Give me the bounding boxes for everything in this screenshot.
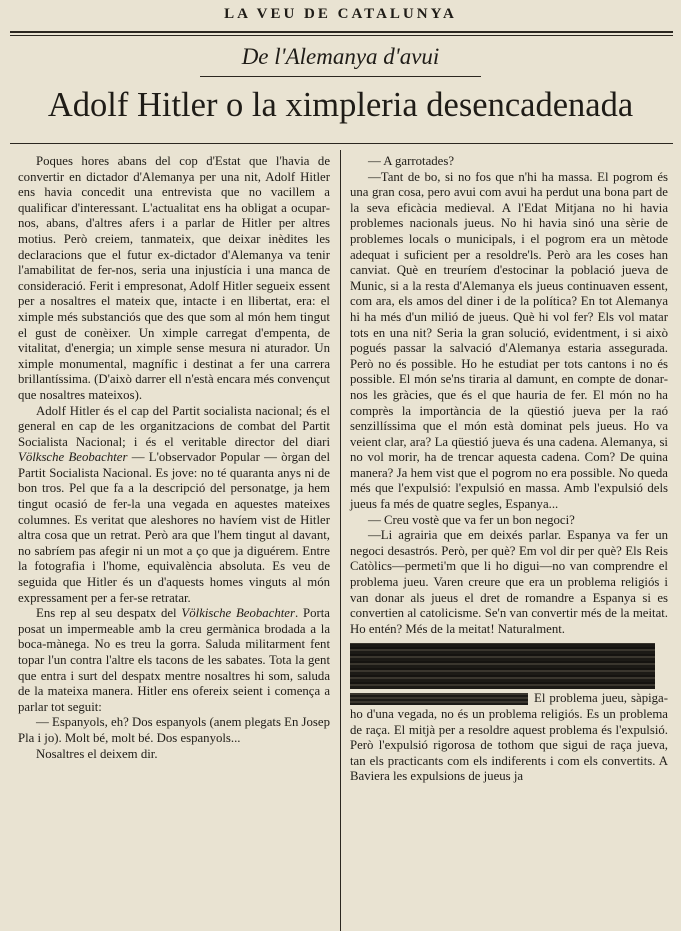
masthead-rule-thin	[10, 35, 673, 36]
paragraph: —Li agrairia que em deixés parlar. Espanya va fer un negoci desastrós. Però, per què? Em vol dir per què? Els Reis Catòlics—permeti'm que li ho digui—no van comprendre el problema jueu. Varen creure que era un problema religiós i van donar als jueus el dret de romandre a Espanya si es convertien al catolicisme. Se'n van convertir més de la meitat. Ho entén? Més de la meitat! Naturalment.	[350, 528, 668, 636]
article-headline: Adolf Hitler o la ximpleria desencadenada	[47, 86, 634, 124]
paragraph: — Espanyols, eh? Dos espanyols (anem plegats En Josep Pla i jo). Molt bé, molt bé. Dos espanyols...	[18, 715, 330, 745]
paragraph: Nosaltres el deixem dir.	[36, 746, 158, 761]
paragraph: —Tant de bo, si no fos que n'hi ha massa. El pogrom és una gran cosa, pero avui com avui ha perdut una bona part de la seva eficàcia medieval. A l'Edat Mitjana no hi havia problemes nacionals jueus. No hi havia sinó una sèrie de problemes locals o municipals, i el pogrom era un mètode adequat i suficient per a resoldre'ls. Però ara les coses han canviat. Què en treuríem d'estocinar la població jueva de Munic, si a la resta d'Alemanya els jueus continuaven essent, com ara, els amos del diner i de la política? En tot Alemanya hi ha més d'un milió de jueus. Què hi vol fer? Els vol matar tots en una nit? Seria la gran solució, evidentment, i si això pogués passar la salvació d'Alemanya estaria assegurada. Però no és possible. Ho he estudiat per tots cantons i no és possible. El món se'ns tiraria al damunt, en compte de donar-nos les gràcies, que és el que hauria de fer. El món no ha comprès la importància de la qüestió jueva per la raó senzillíssima que el món està dominat pels jueus. Ho va veient clar, ara? La qüestió jueva és una cadena. Alemanya, si no vol morir, ha de trencar aquesta cadena. Com? De quina manera? Ja hem vist que el pogrom no era possible. No queda més que l'expulsió: l'expulsió en massa. Amb l'expulsió dels jueus fa més de quatre segles, Espanya...	[350, 169, 668, 512]
column-divider	[340, 150, 341, 931]
left-column	[18, 154, 330, 762]
paragraph: El problema jueu, sàpiga-ho d'una vegada, no és un problema religiós. Es un problema de raça. El mitjà per a resoldre aquest problema és l'expulsió. Però l'expulsió rigorosa de tothom que sigui de raça jueva, tan els practicants com els indiferents i com els convertits. A Baviera les expulsions de jueus ja	[350, 691, 668, 784]
paragraph: — A garrotades?	[368, 154, 454, 168]
paragraph: Ens rep al seu despatx del Völkische Beobachter. Porta posat un impermeable amb la creu germànica brodada a la boca-mànega. No es treu la gorra. Saluda militarment fent topar l'un contra l'altre els tacons de les sabates. Tota la gent que entra i surt del despatx mentre nosaltres hi som, saluda de la mateixa manera. Hitler ens ofereix seient i comença a parlar tot seguit:	[18, 606, 330, 714]
masthead-rule	[10, 31, 673, 33]
section-divider	[200, 76, 481, 77]
censored-block	[350, 643, 655, 689]
newspaper-name: Völksche Beobachter	[18, 450, 128, 465]
headline-divider	[10, 143, 673, 144]
section-title: De l'Alemanya d'avui	[241, 44, 440, 69]
masthead: LA VEU DE CATALUNYA	[224, 6, 457, 22]
paragraph: — Creu vostè que va fer un bon negoci?	[368, 512, 575, 527]
right-column	[350, 154, 668, 785]
paragraph: Poques hores abans del cop d'Estat que l'havia de convertir en dictador d'Alemanya per una nit, Adolf Hitler ens havia concedit una entrevista que no vacillem a qualificar d'interessant. L'actualitat ens ha obligat a ocupar-nos, abans, d'altres afers i a parlar de Hitler per altres motius. Però creiem, tanmateix, que deixar inèdites les declaracions que el futur ex-dictador d'Alemanya va tenir l'amabilitat de fer-nos, seria una injustícia i una manca de consideració. Ferit i empresonat, Adolf Hitler segueix essent per a nosaltres el mateix que, intacte i en llibertat, era: el ximple més substanciós que des que som al món hem tingut el gust de conèixer. Un ximple carregat d'empenta, de vitalitat, d'energia; un ximple sense mesura ni aturador. Un ximple monumental, magnífic i destinat a fer una carrera brillantíssima. (D'això darrer ell n'està encara més convençut que nosaltres mateixos).	[18, 154, 330, 402]
censored-block	[350, 693, 528, 705]
paragraph: Adolf Hitler és el cap del Partit socialista nacional; és el general en cap de les organitzacions de combat del Partit Socialista Nacional; i és el veritable director del diari Völksche Beobachter — L'observador Popular — òrgan del Partit Socialista Nacional. Es jove: no té quaranta anys ni de bon tros. Pel que fa a la descripció del personatge, ja hem tingut ocasió de fer-la una vegada en aquestes mateixes columnes. Es veritat que aleshores no havíem vist de Hitler altra cosa que un retrat. Però ara que l'hem tingut al davant, no sabríem pas afegir ni un mot a ço que ja diguérem. Entre la fotografia i l'home, equivalència absoluta. Es veu de seguida que Hitler és un d'aquests homes vinguts al món expressament per a fer-se retratar.	[18, 403, 330, 605]
newspaper-name: Völkische Beobachter	[181, 606, 295, 621]
